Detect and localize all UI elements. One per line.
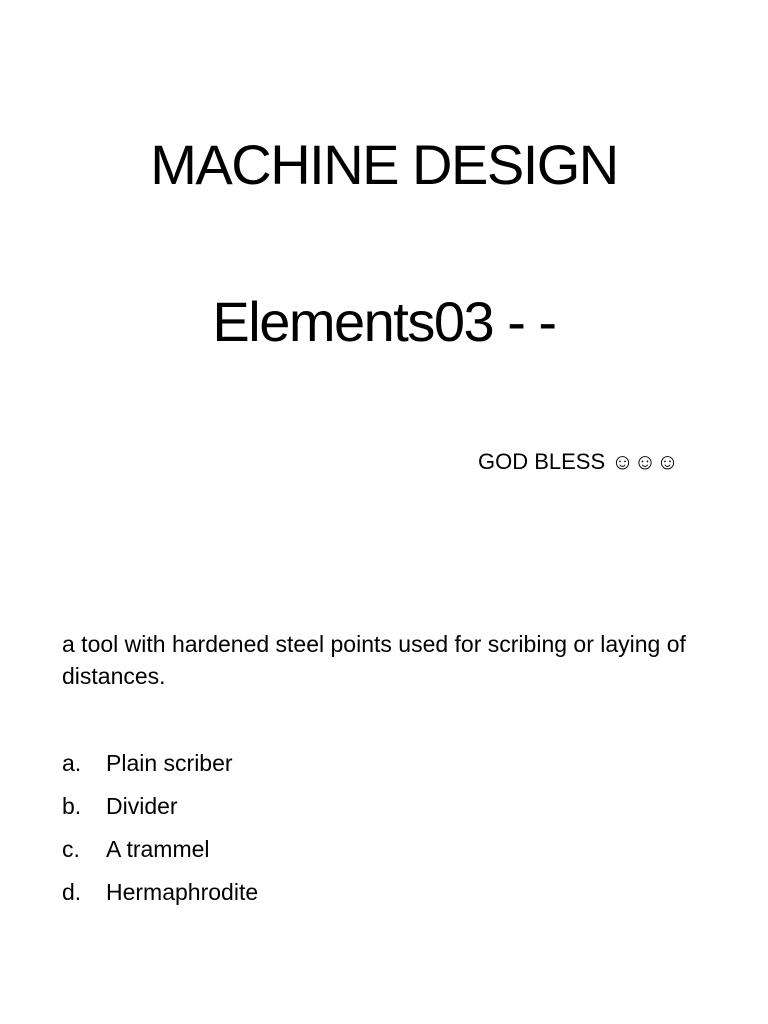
choice-letter: a. (62, 750, 82, 776)
choice-c (62, 832, 258, 875)
choice-letter: b. (62, 793, 82, 819)
document-title: MACHINE DESIGN (150, 133, 618, 196)
question-text: a tool with hardened steel points used for scribing or laying of distances. (62, 631, 686, 689)
choice-b (62, 789, 258, 832)
choice-letter: c. (62, 836, 80, 862)
answer-choices (62, 746, 258, 918)
choice-d (62, 875, 258, 918)
choice-letter: d. (62, 879, 82, 905)
choice-text: A trammel (106, 836, 210, 862)
choice-a (62, 746, 258, 789)
choice-text: Hermaphrodite (106, 879, 259, 905)
choice-text: Divider (106, 793, 178, 819)
blessing-text: GOD BLESS ☺☺☺ (478, 449, 679, 474)
document-subtitle: Elements03 - - (212, 290, 556, 353)
choice-text: Plain scriber (106, 750, 233, 776)
